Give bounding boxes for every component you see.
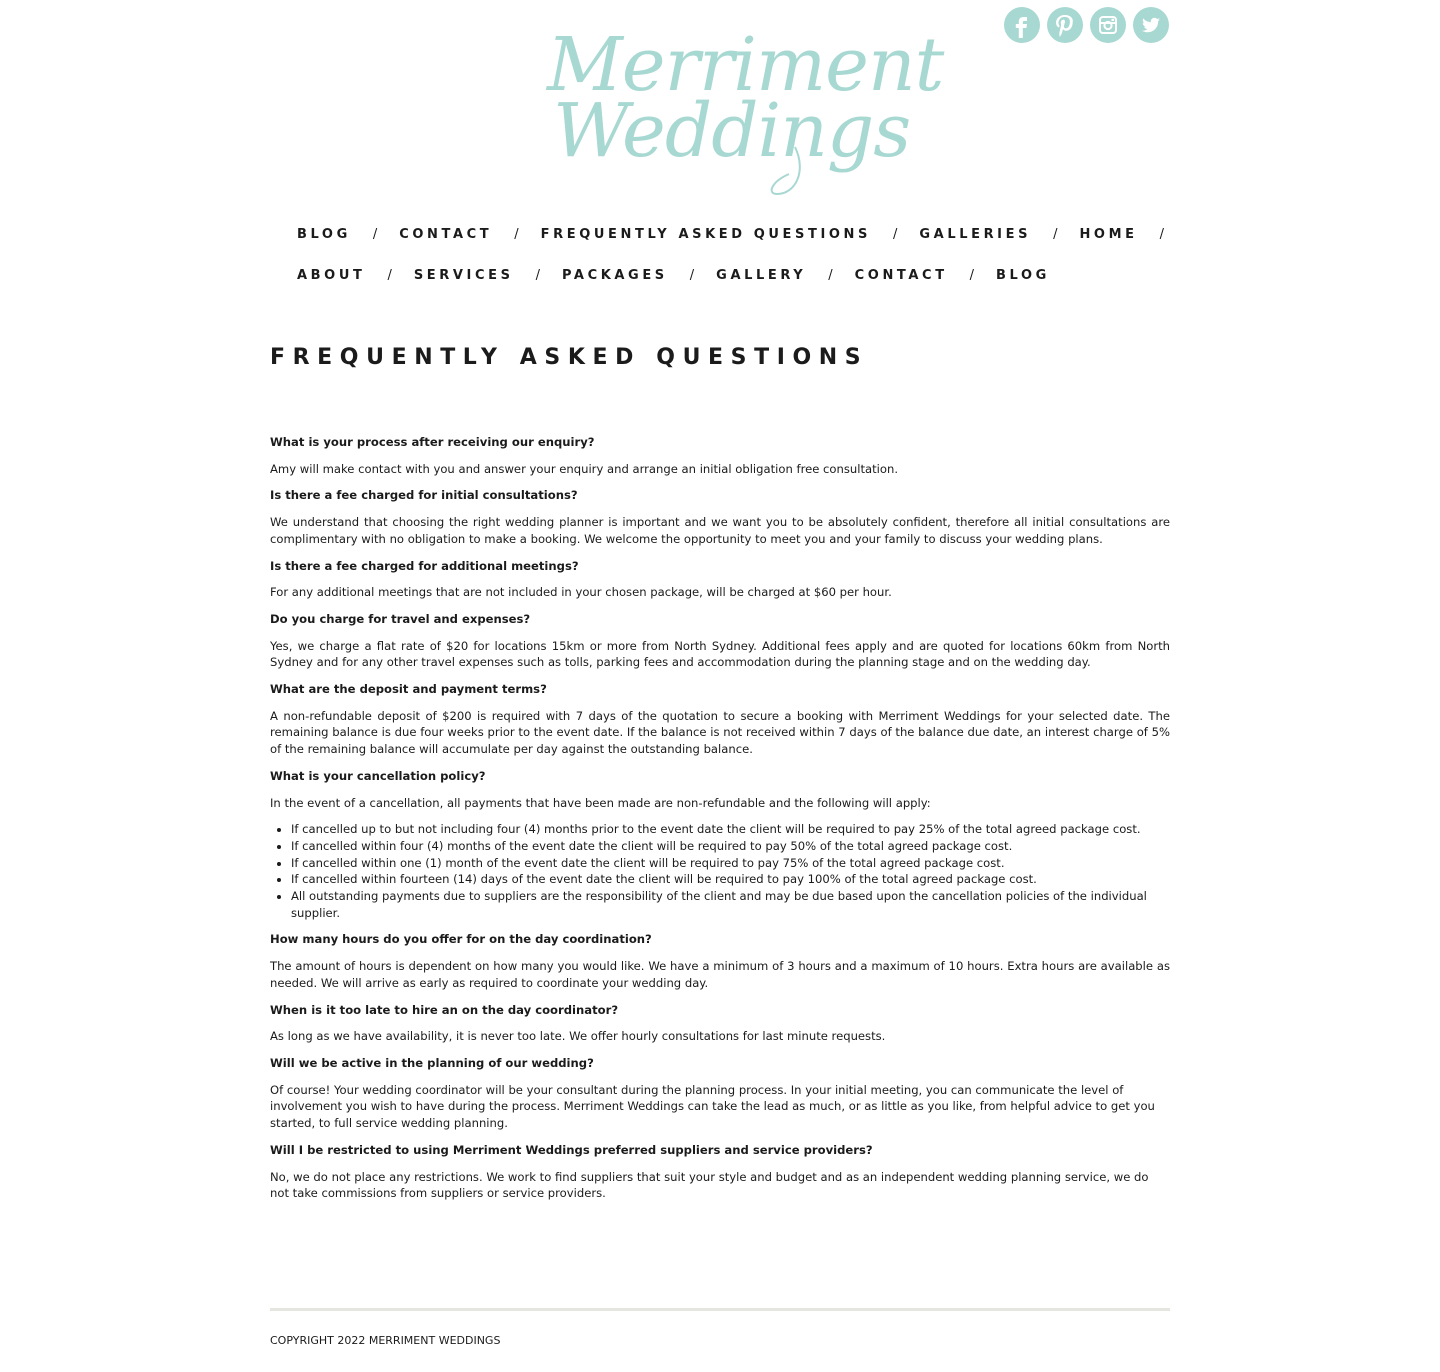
faq-question: Will we be active in the planning of our wedding? — [270, 1055, 594, 1070]
footer-divider — [270, 1308, 1170, 1311]
faq-answer: A non-refundable deposit of $200 is required with 7 days of the quotation to secure a booking with Merriment Weddings for your selected date. The remaining balance is due four weeks prior to the event date. If the balance is not received within 7 days of the balance due date, an interest charge of 5% of the remaining balance will accumulate per day against the outstanding balance. — [270, 708, 1170, 757]
nav-item-blog-2[interactable]: BLOG — [996, 268, 1050, 283]
faq-content — [270, 434, 1170, 1212]
instagram-glyph — [1090, 7, 1126, 43]
list-item: • If cancelled within four (4) months of the event date the client will be required to pay 50% of the total agreed package cost. — [291, 838, 1170, 855]
faq-question: Do you charge for travel and expenses? — [270, 611, 531, 626]
pinterest-glyph — [1047, 7, 1083, 43]
nav-separator: / — [1159, 227, 1164, 242]
nav-item-galleries[interactable]: GALLERIES — [919, 227, 1032, 242]
nav-separator: / — [1053, 227, 1058, 242]
faq-answer: Amy will make contact with you and answer your enquiry and arrange an initial obligation free consultation. — [270, 461, 899, 476]
nav-item-about[interactable]: ABOUT — [297, 268, 366, 283]
nav-separator: / — [969, 268, 975, 283]
faq-answer: We understand that choosing the right wedding planner is important and we want you to be absolutely confident, therefore all initial consultations are complimentary with no obligation to make a booking. We welcome the opportunity to meet you and your family to discuss your wedding plans. — [270, 515, 1170, 546]
social-links — [1004, 7, 1169, 43]
faq-question: How many hours do you offer for on the day coordination? — [270, 932, 652, 947]
faq-answer: For any additional meetings that are not included in your chosen package, will be charged at $60 per hour. — [270, 585, 892, 600]
faq-question: Will I be restricted to using Merriment Weddings preferred suppliers and service providers? — [270, 1142, 873, 1157]
nav-item-contact[interactable]: CONTACT — [399, 227, 493, 242]
site-logo[interactable] — [545, 22, 944, 198]
nav-separator: / — [828, 268, 833, 283]
faq-question: When is it too late to hire an on the day coordinator? — [270, 1002, 619, 1017]
faq-answer: Of course! Your wedding coordinator will be your consultant during the planning process. In your initial meeting, you can communicate the level of involvement you wish to have during the process. Merriment Weddings can take the lead as much, or as little as you like, from helpful advice to get you started, to full service wedding planning. — [270, 1082, 1155, 1131]
faq-answer: As long as we have availability, it is never too late. We offer hourly consultations for last minute requests. — [270, 1029, 886, 1044]
nav-separator: / — [689, 268, 695, 283]
nav-separator: / — [387, 268, 392, 283]
faq-question: What is your cancellation policy? — [270, 768, 486, 783]
twitter-glyph — [1133, 7, 1169, 43]
nav-separator: / — [514, 227, 519, 242]
nav-item-contact-2[interactable]: CONTACT — [854, 268, 948, 283]
faq-answer: No, we do not place any restrictions. We work to find suppliers that suit your style and budget and as an independent wedding planning service, we do not take commissions from suppliers or service providers. — [270, 1169, 1149, 1201]
nav-item-home[interactable]: HOME — [1079, 227, 1138, 242]
footer-copyright: COPYRIGHT 2022 MERRIMENT WEDDINGS — [270, 1334, 501, 1347]
list-item: • If cancelled within fourteen (14) days of the event date the client will be required to pay 100% of the total agreed package cost. — [291, 871, 1170, 888]
faq-question: Is there a fee charged for additional meetings? — [270, 558, 579, 573]
instagram-icon[interactable] — [1090, 7, 1126, 43]
nav-item-blog[interactable]: BLOG — [297, 227, 351, 242]
twitter-icon[interactable] — [1133, 7, 1169, 43]
faq-question: What is your process after receiving our enquiry? — [270, 435, 595, 449]
pinterest-icon[interactable] — [1047, 7, 1083, 43]
nav-separator: / — [535, 268, 540, 283]
faq-question: Is there a fee charged for initial consultations? — [270, 488, 578, 503]
faq-question: What are the deposit and payment terms? — [270, 682, 547, 697]
svg-text:Merriment: Merriment — [547, 22, 944, 108]
nav-item-faq[interactable]: FREQUENTLY ASKED QUESTIONS — [540, 227, 871, 242]
list-item: • If cancelled up to but not including four (4) months prior to the event date the client will be required to pay 25% of the total agreed package cost. — [291, 821, 1170, 838]
cancellation-list — [270, 821, 1170, 921]
nav-item-packages[interactable]: PACKAGES — [561, 268, 668, 283]
nav-separator: / — [372, 227, 378, 242]
merriment-weddings-logo — [545, 22, 944, 198]
nav-row-1 — [297, 227, 1186, 242]
nav-separator: / — [893, 227, 898, 242]
facebook-glyph — [1004, 7, 1040, 43]
page-title: FREQUENTLY ASKED QUESTIONS — [270, 345, 869, 370]
faq-answer: Yes, we charge a flat rate of $20 for locations 15km or more from North Sydney. Additional fees apply and are quoted for locations 60km from North Sydney and for any other travel expenses such as tolls, parking fees and accommodation during the planning stage and on the wedding day. — [270, 638, 1170, 670]
faq-answer: In the event of a cancellation, all payments that have been made are non-refundable and the following will apply: — [270, 795, 931, 810]
site-header — [0, 0, 1440, 320]
nav-item-services[interactable]: SERVICES — [413, 268, 514, 283]
list-item: • If cancelled within one (1) month of the event date the client will be required to pay 75% of the total agreed package cost. — [291, 855, 1170, 872]
facebook-icon[interactable] — [1004, 7, 1040, 43]
nav-item-gallery[interactable]: GALLERY — [716, 268, 807, 283]
list-item: • All outstanding payments due to suppliers are the responsibility of the client and may be due based upon the cancellation policies of the individual supplier. — [291, 888, 1170, 921]
nav-row-2 — [297, 268, 1050, 283]
svg-text:Weddings: Weddings — [553, 88, 911, 174]
faq-answer: The amount of hours is dependent on how many you would like. We have a minimum of 3 hours and a maximum of 10 hours. Extra hours are available as needed. We will arrive as early as required to coordinate your wedding day. — [270, 959, 1170, 990]
